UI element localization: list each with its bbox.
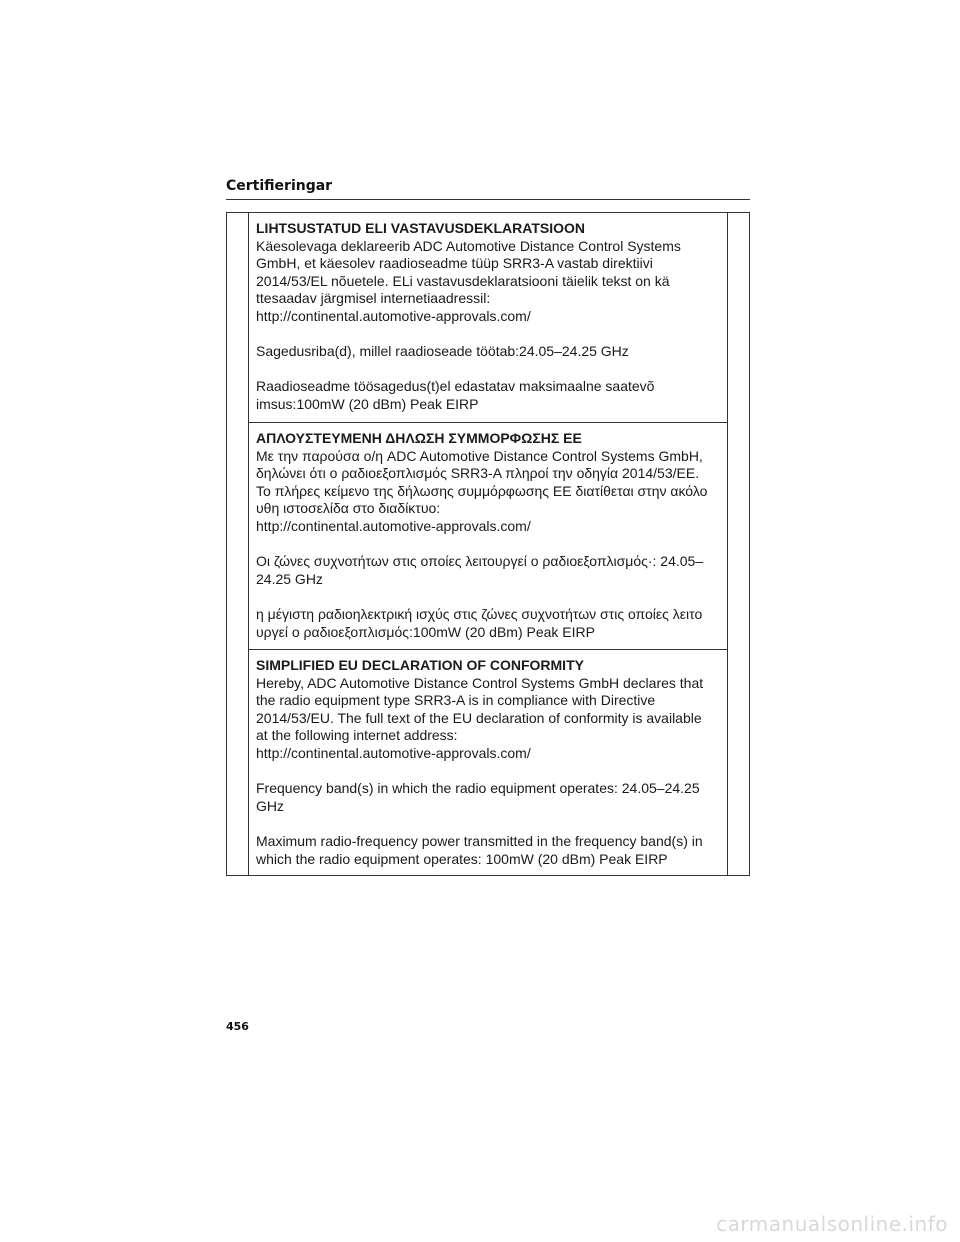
text-line: Frequency band(s) in which the radio equipment operates: 24.05–24.25 — [256, 780, 700, 797]
text-line: which the radio equipment operates: 100mW (20 dBm) Peak EIRP — [256, 850, 668, 867]
text-line: the radio equipment type SRR3-A is in compliance with Directive — [256, 692, 656, 709]
text-line: Το πλήρες κείμενο της δήλωσης συμμόρφωσης ΕΕ διατίθεται στην ακόλο — [256, 482, 708, 499]
declaration-estonian — [256, 220, 718, 414]
declaration-greek — [256, 430, 718, 641]
text-line: at the following internet address: — [256, 727, 458, 744]
text-line: 2014/53/EL nõuetele. ELi vastavusdeklaratsiooni täielik tekst on kä — [256, 272, 670, 289]
header-divider — [226, 199, 750, 200]
declaration-intro — [256, 448, 718, 536]
declaration-title: LIHTSUSTATUD ELI VASTAVUSDEKLARATSIOON — [256, 220, 585, 236]
text-line: ttesaadav järgmisel internetiaadressil: — [256, 290, 491, 307]
table-left-column-line — [248, 212, 249, 876]
declaration-title: ΑΠΛΟΥΣΤΕΥΜΕΝΗ ΔΗΛΩΣΗ ΣΥΜΜΟΡΦΩΣΗΣ ΕΕ — [256, 430, 582, 446]
text-line: Οι ζώνες συχνοτήτων στις οποίες λειτουργεί ο ραδιοεξοπλισμός·: 24.05– — [256, 553, 704, 570]
text-line: Käesolevaga deklareerib ADC Automotive Distance Control Systems — [256, 237, 681, 254]
declaration-intro — [256, 238, 718, 326]
table-row-divider — [248, 422, 727, 423]
url-text: http://continental.automotive-approvals.com/ — [256, 744, 531, 761]
table-right-column-line — [727, 212, 728, 876]
frequency-band-text — [256, 780, 718, 815]
text-line: GmbH, et käesolev raadioseadme tüüp SRR3-A vastab direktiivi — [256, 255, 653, 272]
declaration-english — [256, 657, 718, 868]
text-line: Maximum radio-frequency power transmitted in the frequency band(s) in — [256, 832, 703, 849]
watermark-text: carmanualsonline.info — [716, 1212, 948, 1236]
section-header-title: Certifieringar — [226, 178, 333, 194]
text-line: υθη ιστοσελίδα στο διαδίκτυο: — [256, 500, 441, 517]
max-power-text — [256, 833, 718, 868]
url-text: http://continental.automotive-approvals.com/ — [256, 307, 531, 324]
max-power-text — [256, 606, 718, 641]
url-text: http://continental.automotive-approvals.com/ — [256, 517, 531, 534]
text-line: υργεί ο ραδιοεξοπλισμός:100mW (20 dBm) Peak EIRP — [256, 623, 595, 640]
text-line: GHz — [256, 797, 284, 814]
text-line: imsus:100mW (20 dBm) Peak EIRP — [256, 395, 479, 412]
declaration-intro — [256, 675, 718, 763]
frequency-band-text — [256, 553, 718, 588]
table-row-divider — [248, 649, 727, 650]
text-line: Sagedusriba(d), millel raadioseade töötab:24.05–24.25 GHz — [256, 343, 629, 360]
frequency-band-text — [256, 343, 718, 361]
text-line: 24.25 GHz — [256, 570, 323, 587]
page-number: 456 — [226, 1020, 249, 1033]
text-line: Hereby, ADC Automotive Distance Control Systems GmbH declares that — [256, 674, 704, 691]
max-power-text — [256, 378, 718, 413]
text-line: Με την παρούσα ο/η ADC Automotive Distance Control Systems GmbH, — [256, 447, 703, 464]
text-line: 2014/53/EU. The full text of the EU declaration of conformity is available — [256, 709, 702, 726]
declaration-title: SIMPLIFIED EU DECLARATION OF CONFORMITY — [256, 657, 584, 673]
text-line: Raadioseadme töösagedus(t)el edastatav maksimaalne saatevõ — [256, 378, 655, 395]
text-line: η μέγιστη ραδιοηλεκτρική ισχύς στις ζώνες συχνοτήτων στις οποίες λειτο — [256, 605, 703, 622]
text-line: δηλώνει ότι ο ραδιοεξοπλισμός SRR3-A πληροί την οδηγία 2014/53/ΕΕ. — [256, 465, 700, 482]
